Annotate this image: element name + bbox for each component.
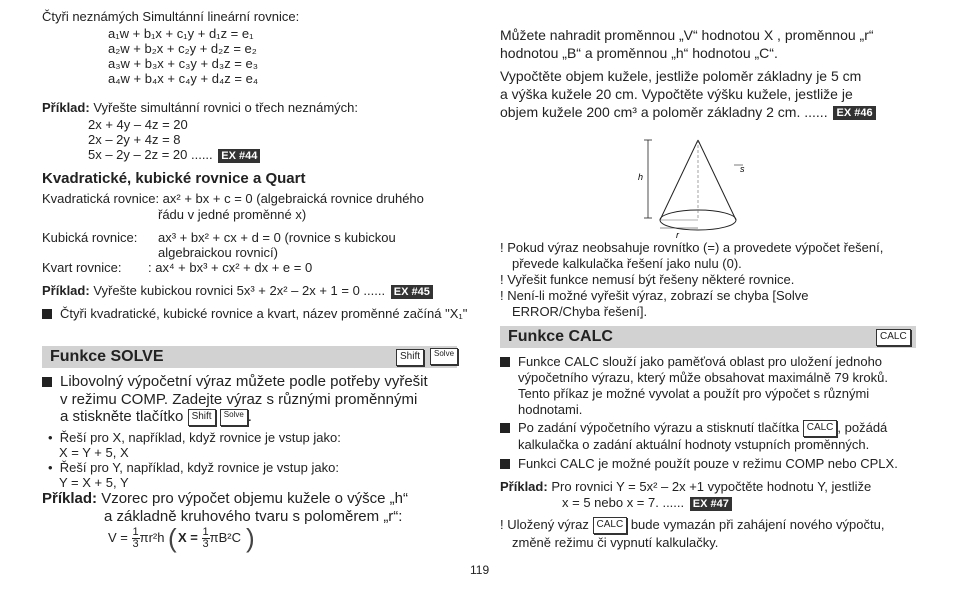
formula-volume: V = $\frac{1}{3}$ πr²h [108,526,165,550]
cone-left-side [660,140,698,220]
quad-line1: Kvadratická rovnice: ax² + bx + c = 0 (algebraická rovnice druhého [42,191,424,206]
calc-key: CALC [593,517,628,534]
quad-heading: Kvadratické, kubické rovnice a Quart [42,170,306,187]
cone-r-label: r [676,230,679,240]
ex-eq: 2x – 2y + 4z = 8 [88,132,181,147]
example-44 [42,100,358,116]
sim-intro: Čtyři neznámých Simultánní lineární rovnice: [42,9,300,24]
solve-title: Funkce SOLVE [50,348,164,365]
cone-s-label: s [740,164,745,174]
quad-line2: řádu v jedné proměnné x) [158,207,307,222]
sub-bullet-line: X = Y + 5, X [59,445,129,460]
calc-bullet3: Funkci CALC je možné použít pouze v režimu COMP nebo CPLX. [500,456,898,472]
calc-key: CALC [803,420,838,437]
calc-bullet2: Po zadání výpočetního výrazu a stisknutí tlačítka CALC , požádá kalkulačka o zadání aktuální hodnoty vstupních proměnných. [500,420,887,453]
note-line: ERROR/Chyba řešení]. [512,304,648,319]
calc-title: Funkce CALC [508,328,613,345]
ex-eq: 2x + 4y – 4z = 20 [88,117,188,132]
example-text: Vyřešte kubickou rovnici 5x³ + 2x² – 2x + 1 = 0 ...... [93,283,386,298]
note: ! Vyřešit funkce nemusí být řešeny některé rovnice. [500,272,795,287]
sub-bullet: • Řeší pro X, například, když rovnice je vstup jako: [48,430,341,445]
note-line: převede kalkulačka řešení jako nulu (0). [512,256,742,271]
brace-right: ) [246,523,255,553]
calc-key: CALC [876,329,911,346]
ex-badge: EX #47 [690,497,732,511]
cone-diagram [600,130,780,240]
shift-key: Shift [396,349,424,366]
note: ! Není-li možné vyřešit výraz, zobrazí se chyba [Solve [500,288,809,303]
ex-eq: 5x – 2y – 2z = 20 ...... EX #44 [88,147,260,163]
sim-equations [108,26,258,86]
calc-bullet1: Funkce CALC slouží jako paměťová oblast pro uložení jednoho výpočetního výrazu, který může obsahovat maximálně 79 kroků. Tento příkaz je možné vyvolat a použít pro výpočet s různými hodnotami. [500,354,888,418]
ex-badge: EX #45 [391,285,433,299]
square-bullet-icon [500,459,510,469]
sub-bullet: • Řeší pro Y, například, když rovnice je vstup jako: [48,460,339,475]
solve-bullet: Libovolný výpočetní výraz můžete podle potřeby vyřešit [42,372,428,391]
note: ! Pokud výraz neobsahuje rovnítko (=) a provedete výpočet řešení, [500,240,884,255]
cone-right-side [698,140,736,220]
example-label: Příklad: [42,490,98,507]
example-47: Příklad: Pro rovnici Y = 5x² – 2x +1 vypočtěte hodnotu Y, jestliže x = 5 nebo x = 7. ...... EX #47 [500,479,872,510]
example-44-equations [88,117,260,163]
cubic-line1: ax³ + bx² + cx + d = 0 (rovnice s kubickou [158,230,396,245]
task-line2: a výška kužele 20 cm. Vypočtěte výšku kužele, jestliže je [500,86,853,102]
quart-eq: : ax⁴ + bx³ + cx² + dx + e = 0 [148,260,313,275]
sub-bullet-line: Y = X + 5, Y [59,475,129,490]
notes [500,240,883,320]
shift-key: Shift [188,409,216,426]
solve-key: Solve [430,348,458,365]
solve-bullet-line3: a stiskněte tlačítko Shift Solve . [60,408,252,425]
cubic-line2: algebraickou rovnicí) [158,245,278,260]
fraction: $\frac{1}{3}$ [132,526,139,550]
cone-h-label: h [638,172,644,182]
example-label: Příklad: [42,100,90,115]
sim-eq: a₁w + b₁x + c₁y + d₁z = e₁ [108,26,254,41]
fraction: $\frac{1}{3}$ [202,526,209,550]
sim-eq: a₄w + b₄x + c₄y + d₄z = e₄ [108,71,259,86]
example-text: Vyřešte simultánní rovnici o třech neznámých: [93,100,358,115]
calc-section-bar [500,326,916,348]
ex-badge: EX #46 [833,106,875,120]
task-line1: Vypočtěte objem kužele, jestliže poloměr základny je 5 cm [500,68,862,84]
square-bullet-icon [42,377,52,387]
ex-badge: EX #44 [218,149,260,163]
page-number: 119 [470,563,490,577]
formula-substituted: X = $\frac{1}{3}$ πB²C [178,526,241,550]
intro-line1: Můžete nahradit proměnnou „V“ hodnotou X , proměnnou „r“ [500,27,874,43]
solve-key: Solve [220,409,248,426]
intro-line2: hodnotou „B“ a proměnnou „h“ hodnotou „C“. [500,45,778,61]
brace-left: ( [168,523,177,553]
example-label: Příklad: [500,479,548,494]
square-bullet-icon [42,309,52,319]
example-label: Příklad: [42,283,90,298]
example-cone: Příklad: Vzorec pro výpočet objemu kužele o výšce „h“ [42,490,409,507]
task-line3: objem kužele 200 cm³ a poloměr základny 2 cm. ...... EX #46 [500,104,876,121]
sim-eq: a₃w + b₃x + c₃y + d₃z = e₃ [108,56,259,71]
example-45 [42,283,433,299]
square-bullet-icon [500,423,510,433]
solve-section-bar [42,346,457,368]
solve-sub-bullets [48,430,341,490]
quart-label: Kvart rovnice: [42,260,122,275]
cubic-label: Kubická rovnice: [42,230,138,245]
solve-bullet-line2: v režimu COMP. Zadejte výraz s různými proměnnými [60,391,418,408]
sim-eq: a₂w + b₂x + c₂y + d₂z = e₂ [108,41,257,56]
note-calc-erase: ! Uložený výraz CALC bude vymazán při zahájení nového výpočtu, změně režimu či vypnutí kalkulačky. [500,517,885,551]
square-bullet-icon [500,357,510,367]
quad-note: Čtyři kvadratické, kubické rovnice a kvart, název proměnné začíná "X₁" [42,306,467,322]
example-cone-line2: a základně kruhového tvaru s poloměrem „r“: [104,508,403,525]
